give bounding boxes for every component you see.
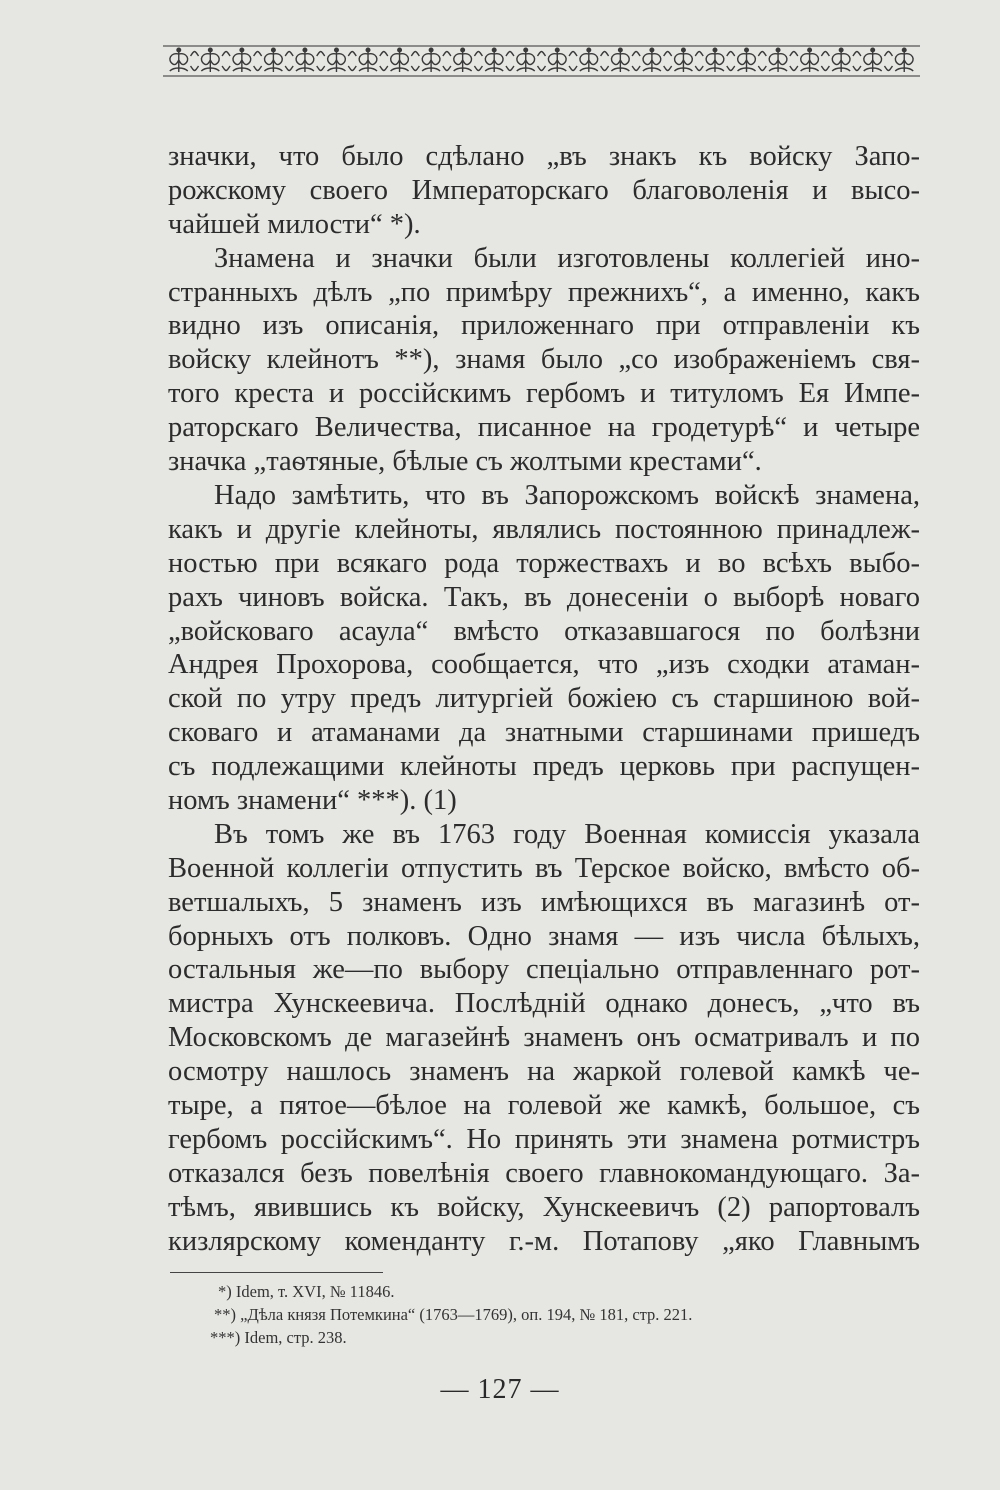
text-line: остальныя же—по выбору спеціально отправленнаго рот- <box>168 954 920 986</box>
ornament-motif <box>359 48 388 72</box>
footnote: ***) Idem, стр. 238. <box>210 1328 347 1347</box>
text-line: ской по утру предъ литургіей божіею съ старшиною вой- <box>168 683 920 715</box>
ornamental-header-band <box>163 44 920 78</box>
text-line: видно изъ описанія, приложеннаго при отправленіи къ <box>168 310 920 342</box>
text-line: сковаго и атаманами да знатными старшинами пришедъ <box>168 717 920 749</box>
footnote: *) Idem, т. XVI, № 11846. <box>218 1282 395 1301</box>
ornament-motif <box>580 48 609 72</box>
ornament-motif <box>517 48 546 72</box>
text-line: борныхъ отъ полковъ. Одно знамя — изъ числа бѣлыхъ, <box>168 920 920 952</box>
ornament-motif <box>264 48 293 72</box>
ornament-motif <box>170 48 199 72</box>
ornament-motif <box>832 48 861 72</box>
ornament-motif <box>391 48 420 72</box>
text-line: кизлярскому коменданту г.-м. Потапову „яко Главнымъ <box>168 1225 920 1257</box>
ornament-motif <box>738 48 767 72</box>
ornament-motif <box>454 48 483 72</box>
ornament-motif <box>895 48 913 72</box>
ornament-motif <box>801 48 830 72</box>
ornament-motif <box>611 48 640 72</box>
ornament-motif <box>706 48 735 72</box>
text-line: тѣмъ, явившись къ войску, Хунскеевичъ (2) рапортовалъ <box>168 1191 920 1223</box>
text-line: странныхъ дѣлъ „по примѣру прежнихъ“, а именно, какъ <box>168 276 920 308</box>
text-line: значка „таѳтяные, бѣлые съ жолтыми крестами“. <box>168 446 762 478</box>
text-line: рожскому своего Императорскаго благоволенія и высо- <box>168 174 920 206</box>
ornament-motif <box>296 48 325 72</box>
footnote: **) „Дѣла князя Потемкина“ (1763—1769), оп. 194, № 181, стр. 221. <box>214 1305 693 1324</box>
text-line: номъ знамени“ ***). (1) <box>168 784 457 816</box>
text-line: значки, что было сдѣлано „въ знакъ къ войску Запо- <box>168 141 920 172</box>
text-line: мистра Хунскеевича. Послѣдній однако донесъ, „что въ <box>168 988 920 1020</box>
text-line: ветшалыхъ, 5 знаменъ изъ имѣющихся въ магазинѣ от- <box>168 886 920 918</box>
text-line: „войсковаго асаула“ вмѣсто отказавшагося по болѣзни <box>168 615 920 647</box>
paragraph-start-line: Въ томъ же въ 1763 году Военная комиссія указала <box>214 818 920 850</box>
text-line: тыре, а пятое—бѣлое на голевой же камкѣ, большое, съ <box>168 1089 920 1121</box>
text-line: раторскаго Величества, писанное на гродетурѣ“ и четыре <box>168 412 920 444</box>
body-text <box>168 140 920 1258</box>
text-line: Московскомъ де магазейнѣ знаменъ онъ осматривалъ и по <box>168 1022 920 1054</box>
paragraph-start-line: Надо замѣтить, что въ Запорожскомъ войскѣ знамена, <box>214 479 920 511</box>
ornament-motif <box>485 48 514 72</box>
text-line: ностью при всякаго рода торжествахъ и во всѣхъ выбо- <box>168 547 920 579</box>
ornament-motif <box>327 48 356 72</box>
footnote-divider <box>170 1272 383 1273</box>
text-line: войску клейнотъ **), знамя было „со изображеніемъ свя- <box>168 344 920 376</box>
ornament-motif <box>643 48 672 72</box>
text-line: какъ и другіе клейноты, являлись постоянною принадлеж- <box>168 513 920 545</box>
text-line: Военной коллегіи отпустить въ Терское войско, вмѣсто об- <box>168 852 920 884</box>
ornament-motif <box>674 48 703 72</box>
text-line: осмотру нашлось знаменъ на жаркой голевой камкѣ че- <box>168 1056 920 1088</box>
ornament-motif <box>548 48 577 72</box>
ornament-motif <box>201 48 230 72</box>
ornament-motif <box>864 48 893 72</box>
text-line: гербомъ россійскимъ“. Но принять эти знамена ротмистръ <box>168 1123 920 1155</box>
text-line: съ подлежащими клейноты предъ церковь при распущен- <box>168 751 920 783</box>
text-line: того креста и россійскимъ гербомъ и титуломъ Ея Импе- <box>168 378 920 410</box>
text-line: отказался безъ повелѣнія своего главнокомандующаго. За- <box>168 1157 920 1189</box>
ornament-motif <box>233 48 262 72</box>
page-number: — 127 — <box>440 1374 560 1405</box>
text-line: чайшей милости“ *). <box>168 208 421 240</box>
text-line: Андрея Прохорова, сообщается, что „изъ сходки атаман- <box>168 649 920 681</box>
ornament-motif <box>422 48 451 72</box>
text-line: рахъ чиновъ войска. Такъ, въ донесеніи о выборѣ новаго <box>168 581 920 613</box>
footnotes <box>170 1280 890 1349</box>
paragraph-start-line: Знамена и значки были изготовлены коллегіей ино- <box>214 242 920 274</box>
ornament-motif <box>769 48 798 72</box>
